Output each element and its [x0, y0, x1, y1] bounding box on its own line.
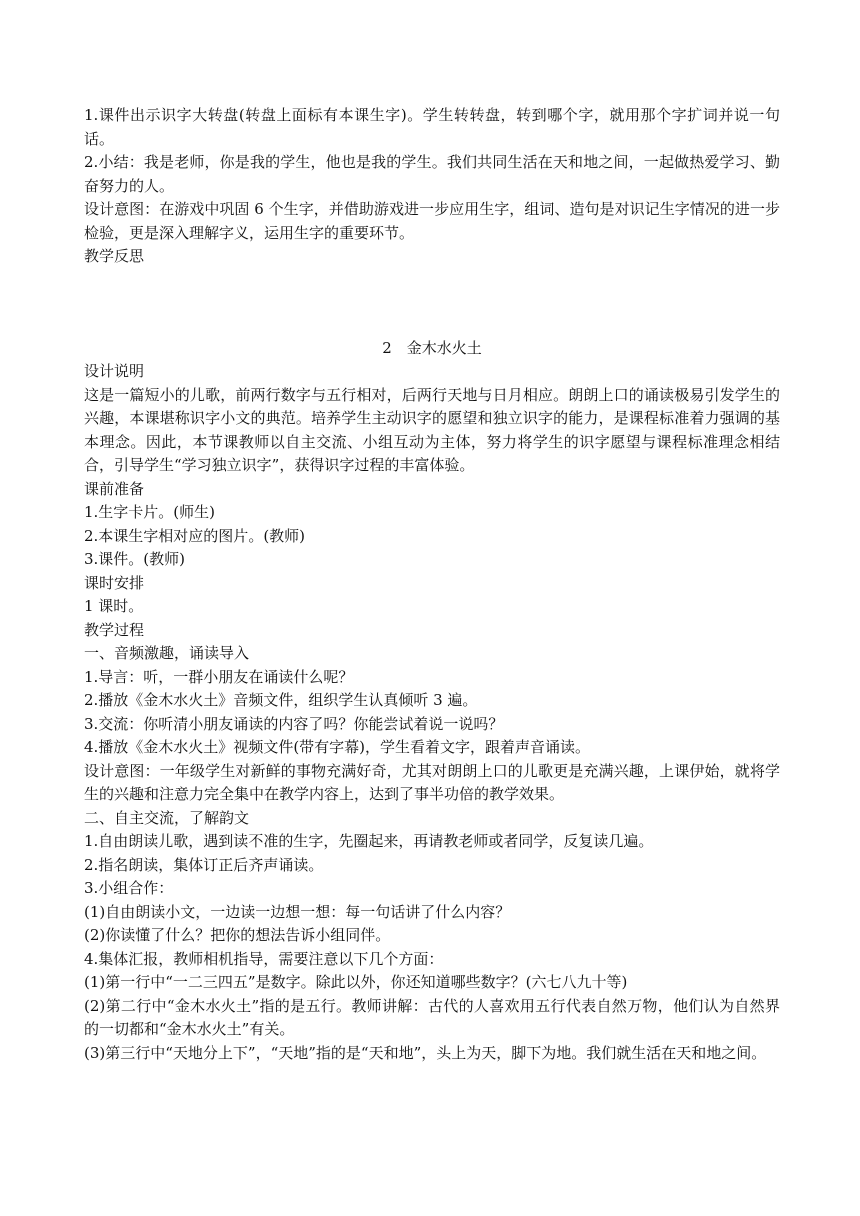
prep-item: 1.生字卡片。(师生): [84, 503, 216, 521]
teaching-reflection-heading: 教学反思: [84, 247, 145, 265]
part2-item: 3.小组合作：: [84, 879, 174, 897]
part2-item: (1)自由朗读小文，一边读一边想一想：每一句话讲了什么内容？: [84, 902, 511, 921]
part1-item: 4.播放《金木水火土》视频文件(带有字幕)，学生看着文字，跟着声音诵读。: [84, 738, 591, 756]
part2-item: 4.集体汇报，教师相机指导，需要注意以下几个方面：: [84, 949, 444, 968]
section-gap: [84, 269, 780, 337]
prep-heading: 课前准备: [84, 479, 145, 498]
part2-item: (2)你读懂了什么？把你的想法告诉小组同伴。: [84, 926, 391, 944]
part2-heading: 二、自主交流，了解韵文: [84, 808, 250, 827]
activity-step-1: 1.课件出示识字大转盘(转盘上面标有本课生字)。学生转转盘，转到哪个字，就用那个字扩词并说一句话。: [84, 106, 780, 148]
schedule-heading: 课时安排: [84, 573, 145, 592]
part2-item: (2)第二行中“金木水火土”指的是五行。教师讲解：古代的人喜欢用五行代表自然万物，他们认为自然界的一切都和“金木水火土”有关。: [84, 996, 780, 1038]
design-text: 这是一篇短小的儿歌，前两行数字与五行相对，后两行天地与日月相应。朗朗上口的诵读极易引发学生的兴趣，本课堪称识字小文的典范。培养学生主动识字的愿望和独立识字的能力，是课程标准着力强调的基本理念。因此，本节课教师以自主交流、小组互动为主体，努力将学生的识字愿望与课程标准理念相结合，引导学生“学习独立识字”，获得识字过程的丰富体验。: [84, 385, 780, 474]
part1-item: 3.交流：你听清小朋友诵读的内容了吗？你能尝试着说一说吗？: [84, 714, 504, 733]
part2-item: (3)第三行中“天地分上下”，“天地”指的是“天和地”，头上为天，脚下为地。我们就生活在天和地之间。: [84, 1043, 767, 1062]
part1-item: 1.导言：听，一群小朋友在诵读什么呢？: [84, 667, 354, 686]
part1-intent: 设计意图：一年级学生对新鲜的事物充满好奇，尤其对朗朗上口的儿歌更是充满兴趣，上课伊始，就将学生的兴趣和注意力完全集中在教学内容上，达到了事半功倍的教学效果。: [84, 761, 780, 803]
schedule-text: 1 课时。: [84, 597, 144, 615]
activity-summary: 2.小结：我是老师，你是我的学生，他也是我的学生。我们共同生活在天和地之间，一起做热爱学习、勤奋努力的人。: [84, 153, 780, 195]
part2-item: (1)第一行中“一二三四五”是数字。除此以外，你还知道哪些数字？(六七八九十等): [84, 973, 628, 991]
design-intent: 设计意图：在游戏中巩固 6 个生字，并借助游戏进一步应用生字，组词、造句是对识记生字情况的进一步检验，更是深入理解字义，运用生字的重要环节。: [84, 200, 780, 242]
process-heading: 教学过程: [84, 620, 145, 639]
prep-item: 2.本课生字相对应的图片。(教师): [84, 526, 306, 545]
part1-item: 2.播放《金木水火土》音频文件，组织学生认真倾听 3 遍。: [84, 691, 478, 709]
document-page: [84, 104, 780, 1065]
part2-item: 2.指名朗读，集体订正后齐声诵读。: [84, 855, 324, 874]
lesson-title: 2 金木水火土: [382, 338, 482, 357]
part2-item: 1.自由朗读儿歌，遇到读不准的生字，先圈起来，再请教老师或者同学，反复读几遍。: [84, 832, 654, 850]
prep-item: 3.课件。(教师): [84, 550, 186, 568]
part1-heading: 一、音频激趣，诵读导入: [84, 644, 250, 662]
design-heading: 设计说明: [84, 362, 145, 380]
